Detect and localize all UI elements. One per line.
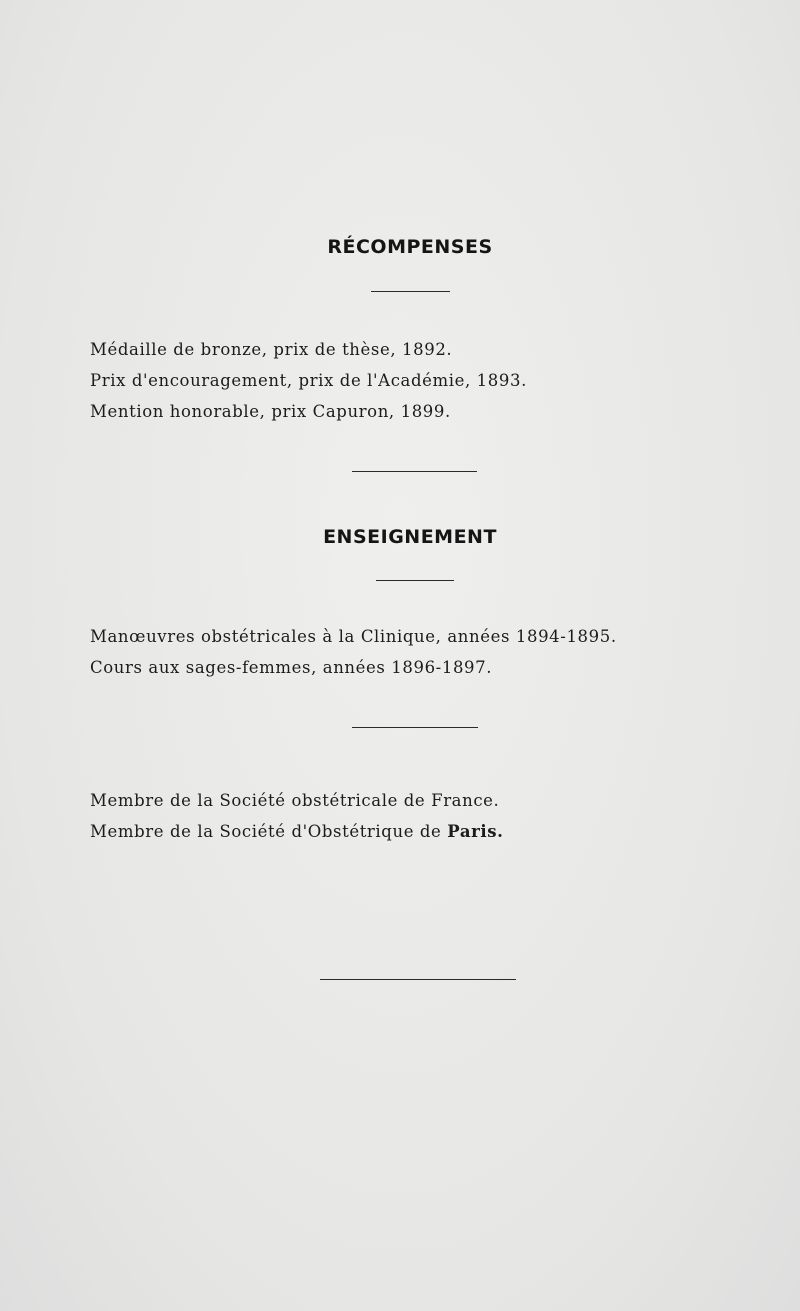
membership-line-2-emphasis: Paris. bbox=[447, 822, 504, 841]
section-divider bbox=[352, 727, 478, 728]
membership-line-1: Membre de la Société obstétricale de France. bbox=[90, 791, 500, 810]
section-title-enseignement: ENSEIGNEMENT bbox=[323, 526, 497, 548]
membership-line-2 bbox=[90, 822, 504, 841]
section-divider bbox=[352, 471, 477, 472]
closing-rule bbox=[320, 979, 516, 980]
section-rule bbox=[376, 580, 454, 581]
award-line-2: Prix d'encouragement, prix de l'Académie, 1893. bbox=[90, 371, 527, 390]
section-title-recompenses: RÉCOMPENSES bbox=[327, 236, 493, 258]
membership-line-2-text: Membre de la Société d'Obstétrique de bbox=[90, 822, 448, 841]
award-line-1: Médaille de bronze, prix de thèse, 1892. bbox=[90, 340, 453, 359]
teaching-line-1: Manœuvres obstétricales à la Clinique, années 1894-1895. bbox=[90, 627, 617, 646]
teaching-line-2: Cours aux sages-femmes, années 1896-1897. bbox=[90, 658, 493, 677]
award-line-3: Mention honorable, prix Capuron, 1899. bbox=[90, 402, 451, 421]
section-rule bbox=[371, 291, 450, 292]
